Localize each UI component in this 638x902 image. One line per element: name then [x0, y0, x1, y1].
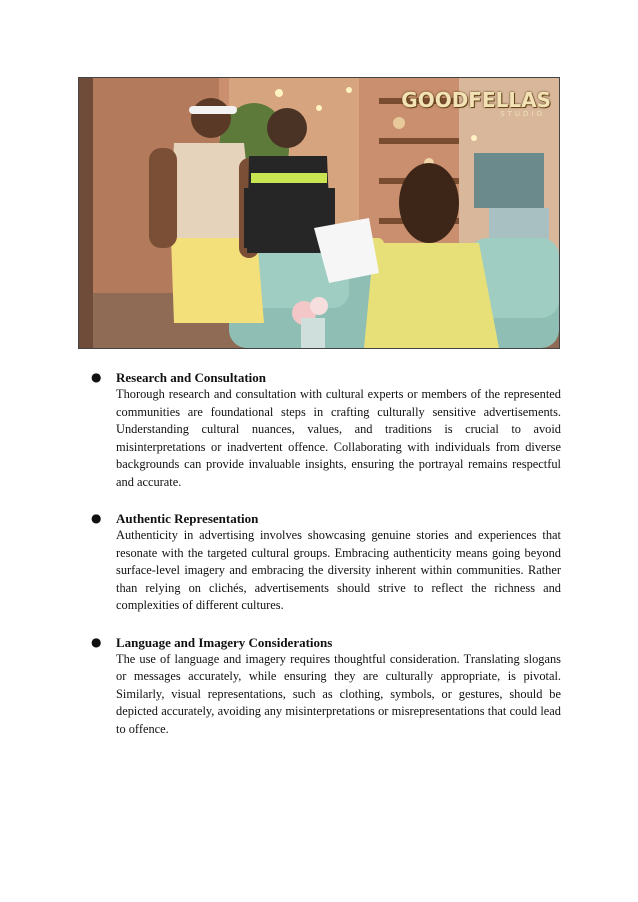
- studio-logo-subtitle: STUDIO: [500, 110, 545, 118]
- section-heading: Research and Consultation: [116, 370, 267, 385]
- section-language-imagery: [91, 634, 561, 739]
- section-paragraph: The use of language and imagery requires thoughtful consideration. Translating slogans or messages accurately, while ensuring they are culturally appropriate, is pivotal. Similarly, visual representations, such as clothing, symbols, or gestures, should be depicted accurately, avoiding any misinterpretations or misrepresentations that could lead to offence.: [116, 651, 561, 736]
- section-paragraph: Thorough research and consultation with cultural experts or members of the represented communities are foundational steps in crafting culturally sensitive advertisements. Understanding cultural nuances, values, and traditions is crucial to avoid misinterpretations or inadvertent offence. Collaborating with individuals from diverse backgrounds can provide invaluable insights, ensuring the portrayal remains respectful and accurate.: [116, 387, 561, 489]
- document-body: [91, 369, 561, 757]
- bullet-icon: ●: [91, 511, 102, 525]
- bullet-icon: ●: [91, 634, 102, 649]
- photo-illustration: [79, 78, 559, 348]
- film-set-photo: [78, 77, 560, 349]
- section-heading: Authentic Representation: [116, 511, 259, 526]
- section-heading: Language and Imagery Considerations: [116, 634, 333, 650]
- section-research-consultation: [91, 369, 561, 491]
- bullet-icon: ●: [91, 370, 102, 384]
- section-paragraph: Authenticity in advertising involves showcasing genuine stories and experiences that resonate with the targeted cultural groups. Embracing authenticity means going beyond surface-level imagery and embracing the diversity inherent within communities. Rather than relying on clichés, advertisements should strive to reflect the richness and complexities of different cultures.: [116, 528, 561, 612]
- studio-logo: GOODFELLAS: [401, 88, 551, 112]
- section-authentic-representation: [91, 510, 561, 615]
